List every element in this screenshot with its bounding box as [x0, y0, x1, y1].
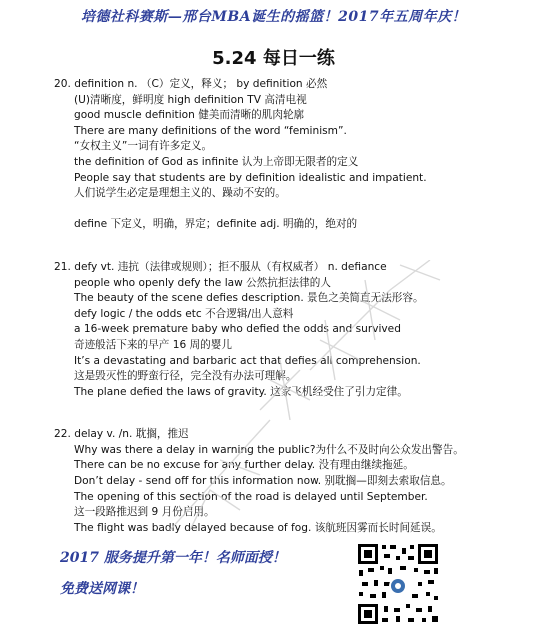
entry-line: 20. definition n. （C）定义，释义； by definition 必然	[54, 78, 328, 90]
entry-line: people who openly defy the law 公然抗拒法律的人	[74, 276, 331, 289]
promo-footer-line2: 免费送网课！	[60, 581, 144, 597]
promo-footer-line1: 2017 服务提升第一年！名师面授！	[60, 550, 286, 566]
qr-code-icon	[356, 542, 440, 626]
entry-line: 21. defy vt. 违抗（法律或规则）；拒不服从（有权威者） n. defiance	[54, 260, 387, 273]
entry-line: People say that students are by definition idealistic and impatient.	[74, 171, 427, 184]
entry-line: 人们说学生必定是理想主义的、躁动不安的。	[74, 187, 286, 200]
entry-divider	[54, 400, 534, 427]
entry-line: 这一段路推迟到 9 月份启用。	[74, 506, 215, 519]
entry-line: There can be no excuse for any further delay. 没有理由继续拖延。	[74, 459, 414, 472]
entry-line: The opening of this section of the road is delayed until September.	[74, 490, 428, 503]
entry-line: 奇迹般活下来的早产 16 周的婴儿	[74, 338, 232, 351]
vocab-entry-defy	[54, 260, 534, 400]
entry-line: defy logic / the odds etc 不合逻辑/出人意料	[74, 307, 294, 320]
entry-line: Why was there a delay in warning the public?为什么不及时向公众发出警告。	[74, 443, 464, 456]
vocab-entry-delay	[54, 427, 534, 536]
entry-divider	[54, 233, 534, 260]
promo-header: 培德社科赛斯—邢台MBA诞生的摇篮！2017年五周年庆！	[80, 9, 467, 25]
entry-line: good muscle definition 健美而清晰的肌肉轮廓	[74, 109, 305, 122]
entry-line: The plane defied the laws of gravity. 这家飞机经受住了引力定律。	[74, 385, 408, 398]
entry-line: The beauty of the scene defies description. 景色之美简直无法形容。	[74, 292, 424, 305]
entry-line: 22. delay v. /n. 耽搁，推迟	[54, 428, 189, 441]
entry-line: It’s a devastating and barbaric act that defies all comprehension.	[74, 354, 421, 367]
entry-line: Don’t delay - send off for this information now. 别耽搁—即刻去索取信息。	[74, 475, 452, 488]
entry-line: “女权主义”一词有许多定义。	[74, 140, 213, 153]
vocab-list	[54, 77, 534, 536]
entry-line: the definition of God as infinite 认为上帝即无限者的定义	[74, 155, 359, 168]
vocab-entry-definition	[54, 77, 534, 233]
entry-line: 这是毁灭性的野蛮行径，完全没有办法可理解。	[74, 370, 297, 383]
entry-line: The flight was badly delayed because of fog. 该航班因雾而长时间延误。	[74, 521, 442, 534]
entry-spacer	[54, 202, 534, 218]
entry-line: There are many definitions of the word “feminism”.	[74, 124, 347, 137]
page-title: 5.24 每日一练	[212, 48, 335, 69]
entry-line: a 16-week premature baby who defied the odds and survived	[74, 323, 401, 336]
entry-line: define 下定义，明确，界定；definite adj. 明确的，绝对的	[74, 218, 358, 231]
entry-line: (U)清晰度，鲜明度 high definition TV 高清电视	[74, 93, 307, 106]
